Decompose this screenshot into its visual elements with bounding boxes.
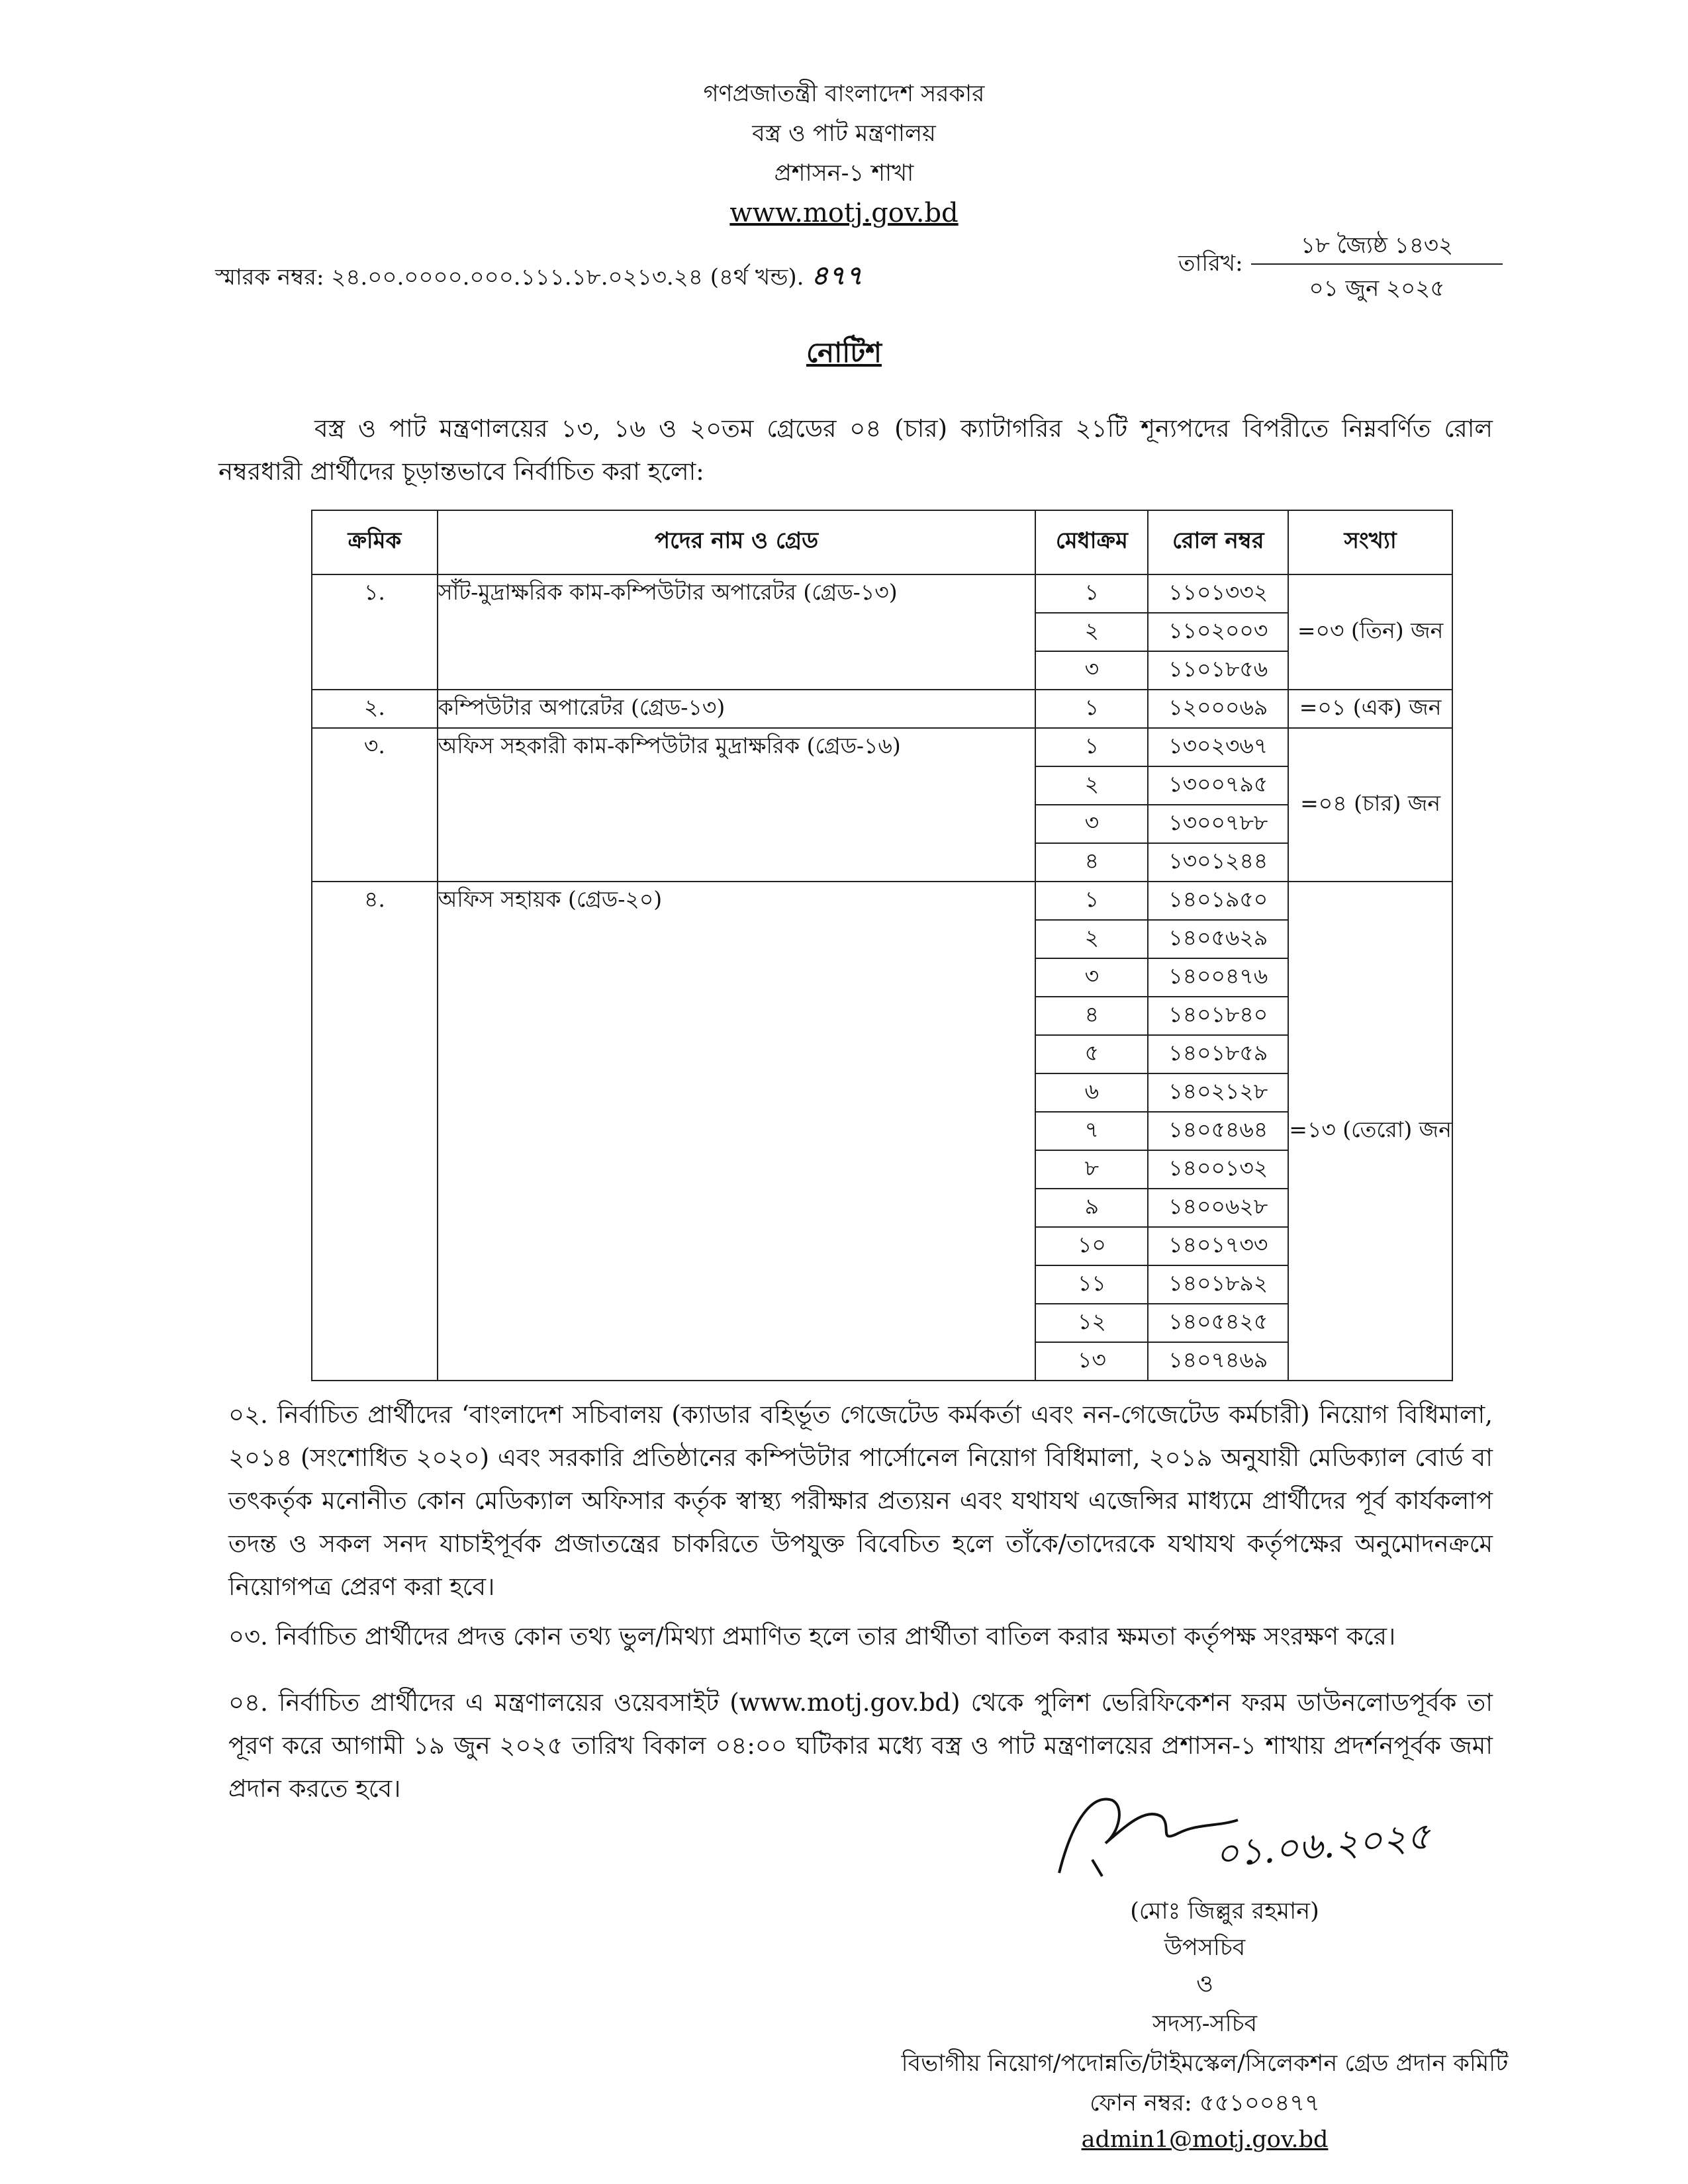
merit-cell: ৯: [1035, 1189, 1148, 1227]
roll-cell: ১৪০০৬২৮: [1148, 1189, 1288, 1227]
merit-cell: ২: [1035, 920, 1148, 958]
date-gregorian: ০১ জুন ২০২৫: [1309, 275, 1445, 302]
table-row: [312, 574, 1452, 613]
signatory-and: ও: [1196, 1971, 1213, 1997]
merit-cell: ৩: [1035, 651, 1148, 690]
roll-cell: ১৪০৫৪২৫: [1148, 1304, 1288, 1342]
govt-name: গণপ্রজাতন্ত্রী বাংলাদেশ সরকার: [703, 81, 985, 107]
merit-cell: ১০: [1035, 1227, 1148, 1265]
table-row: [312, 728, 1452, 766]
roll-cell: ১৪০৭৪৬৯: [1148, 1342, 1288, 1381]
serial-cell: ২.: [312, 690, 438, 728]
selection-table: [311, 510, 1453, 1381]
notice-title: নোটিশ: [806, 336, 882, 369]
table-row: [312, 882, 1452, 920]
merit-cell: ১১: [1035, 1265, 1148, 1304]
merit-cell: ১: [1035, 882, 1148, 920]
table-row: [312, 690, 1452, 728]
post-cell: অফিস সহকারী কাম-কম্পিউটার মুদ্রাক্ষরিক (গ্রেড-১৬): [438, 728, 1036, 882]
roll-cell: ১৪০১৯৫০: [1148, 882, 1288, 920]
post-cell: কম্পিউটার অপারেটর (গ্রেড-১৩): [438, 690, 1036, 728]
email-link[interactable]: admin1@motj.gov.bd: [1081, 2126, 1329, 2153]
roll-cell: ১৪০১৮৪০: [1148, 997, 1288, 1035]
roll-cell: ১৪০০৪৭৬: [1148, 958, 1288, 997]
roll-cell: ১৪০৫৪৬৪: [1148, 1112, 1288, 1150]
memo-label: স্মারক নম্বর: ২৪.০০.০০০০.০০০.১১১.১৮.০২১৩.২৪ (৪র্থ খন্ড).: [215, 264, 804, 291]
roll-cell: ১১০১৩৩২: [1148, 574, 1288, 613]
col-roll: রোল নম্বর: [1148, 510, 1288, 574]
post-cell: অফিস সহায়ক (গ্রেড-২০): [438, 882, 1036, 1381]
memo-number: [215, 255, 863, 299]
roll-cell: ১৩০০৭৮৮: [1148, 805, 1288, 843]
roll-cell: ১১০২০০৩: [1148, 613, 1288, 651]
merit-cell: ১৩: [1035, 1342, 1148, 1381]
count-cell: =০৩ (তিন) জন: [1288, 574, 1452, 690]
merit-cell: ২: [1035, 766, 1148, 805]
count-cell: =১৩ (তেরো) জন: [1288, 882, 1452, 1381]
count-cell: =০৪ (চার) জন: [1288, 728, 1452, 882]
merit-cell: ৭: [1035, 1112, 1148, 1150]
roll-cell: ১৪০১৮৯২: [1148, 1265, 1288, 1304]
table-body: [312, 574, 1452, 1381]
merit-cell: ৩: [1035, 805, 1148, 843]
roll-cell: ১৪০০১৩২: [1148, 1150, 1288, 1189]
merit-cell: ৫: [1035, 1035, 1148, 1073]
signatory-role: সদস্য-সচিব: [1152, 2011, 1258, 2037]
title-row: [0, 331, 1688, 378]
signatory-name: (মোঃ জিল্লুর রহমান): [1130, 1898, 1319, 1925]
roll-cell: ১৩০১২৪৪: [1148, 843, 1288, 882]
paragraph-04: ০৪. নির্বাচিত প্রার্থীদের এ মন্ত্রণালয়ের ওয়েবসাইট (www.motj.gov.bd) থেকে পুলিশ ভেরিফিকেশন ফরম ডাউনলোডপূর্বক তা পূরণ করে আগামী ১৯ জুন ২০২৫ তারিখ বিকাল ০৪:০০ ঘটিকার মধ্যে বস্ত্র ও পাট মন্ত্রণালয়ের প্রশাসন-১ শাখায় প্রদর্শনপূর্বক জমা প্রদান করতে হবে।: [228, 1688, 1493, 1803]
paragraph-02: ০২. নির্বাচিত প্রার্থীদের ‘বাংলাদেশ সচিবালয় (ক্যাডার বহির্ভূত গেজেটেড কর্মকর্তা এবং নন-গেজেটেড কর্মচারী) নিয়োগ বিধিমালা, ২০১৪ (সংশোধিত ২০২০) এবং সরকারি প্রতিষ্ঠানের কম্পিউটার পার্সোনেল নিয়োগ বিধিমালা, ২০১৯ অনুযায়ী মেডিক্যাল বোর্ড বা তৎকর্তৃক মনোনীত কোন মেডিক্যাল অফিসার কর্তৃক স্বাস্থ্য পরীক্ষার প্রত্যয়ন এবং যথাযথ এজেন্সির মাধ্যমে প্রার্থীদের পূর্ব কার্যকলাপ তদন্ত ও সকল সনদ যাচাইপূর্বক প্রজাতন্ত্রের চাকরিতে উপযুক্ত বিবেচিত হলে তাঁকে/তাদেরকে যথাযথ কর্তৃপক্ষের অনুমোদনক্রমে নিয়োগপত্র প্রেরণ করা হবে।: [228, 1400, 1493, 1601]
memo-handwritten-number: ৪৭৭: [811, 260, 863, 291]
col-count: সংখ্যা: [1288, 510, 1452, 574]
email-row: [940, 2121, 1470, 2158]
roll-cell: ১৪০১৮৫৯: [1148, 1035, 1288, 1073]
phone-number: ফোন নম্বর: ৫৫১০০৪৭৭: [1090, 2090, 1320, 2116]
paragraph-03: ০৩. নির্বাচিত প্রার্থীদের প্রদত্ত কোন তথ্য ভুল/মিথ্যা প্রমাণিত হলে তার প্রার্থীতা বাতিল করার ক্ষমতা কর্তৃপক্ষ সংরক্ষণ করে।: [228, 1622, 1396, 1651]
merit-cell: ৩: [1035, 958, 1148, 997]
ministry-name: বস্ত্র ও পাট মন্ত্রণালয়: [752, 120, 936, 147]
signature-date: ০১.০৬.২০২৫: [1213, 1814, 1432, 1877]
merit-cell: ২: [1035, 613, 1148, 651]
post-cell: সাঁট-মুদ্রাক্ষরিক কাম-কম্পিউটার অপারেটর (গ্রেড-১৩): [438, 574, 1036, 690]
col-merit: মেধাক্রম: [1035, 510, 1148, 574]
merit-cell: ১২: [1035, 1304, 1148, 1342]
merit-cell: ৮: [1035, 1150, 1148, 1189]
date-label: তারিখ:: [1178, 250, 1243, 277]
intro-paragraph: বস্ত্র ও পাট মন্ত্রণালয়ের ১৩, ১৬ ও ২০তম গ্রেডের ০৪ (চার) ক্যাটাগরির ২১টি শূন্যপদের বিপরীতে নিম্নবর্ণিত রোল নম্বরধারী প্রার্থীদের চূড়ান্তভাবে নির্বাচিত করা হলো:: [218, 414, 1493, 486]
signatory-designation: উপসচিব: [1164, 1934, 1246, 1961]
merit-cell: ১: [1035, 728, 1148, 766]
merit-cell: ৪: [1035, 997, 1148, 1035]
merit-cell: ৬: [1035, 1073, 1148, 1112]
roll-cell: ১৪০৫৬২৯: [1148, 920, 1288, 958]
count-cell: =০১ (এক) জন: [1288, 690, 1452, 728]
roll-cell: ১৩০০৭৯৫: [1148, 766, 1288, 805]
website-link[interactable]: www.motj.gov.bd: [729, 198, 959, 228]
section-name: প্রশাসন-১ শাখা: [774, 160, 914, 187]
roll-cell: ১২০০০৬৯: [1148, 690, 1288, 728]
roll-cell: ১১০১৮৫৬: [1148, 651, 1288, 690]
serial-cell: ৩.: [312, 728, 438, 882]
roll-cell: ১৪০১৭৩৩: [1148, 1227, 1288, 1265]
merit-cell: ১: [1035, 690, 1148, 728]
date-bangla: ১৮ জ্যৈষ্ঠ ১৪৩২: [1300, 232, 1454, 259]
merit-cell: ৪: [1035, 843, 1148, 882]
table-header-row: [312, 510, 1452, 574]
col-serial: ক্রমিক: [312, 510, 438, 574]
serial-cell: ৪.: [312, 882, 438, 1381]
serial-cell: ১.: [312, 574, 438, 690]
col-post: পদের নাম ও গ্রেড: [438, 510, 1036, 574]
date-divider: [1251, 263, 1503, 265]
roll-cell: ১৩০২৩৬৭: [1148, 728, 1288, 766]
merit-cell: ১: [1035, 574, 1148, 613]
committee-name: বিভাগীয় নিয়োগ/পদোন্নতি/টাইমস্কেল/সিলেকশন গ্রেড প্রদান কমিটি: [901, 2050, 1509, 2077]
roll-cell: ১৪০২১২৮: [1148, 1073, 1288, 1112]
